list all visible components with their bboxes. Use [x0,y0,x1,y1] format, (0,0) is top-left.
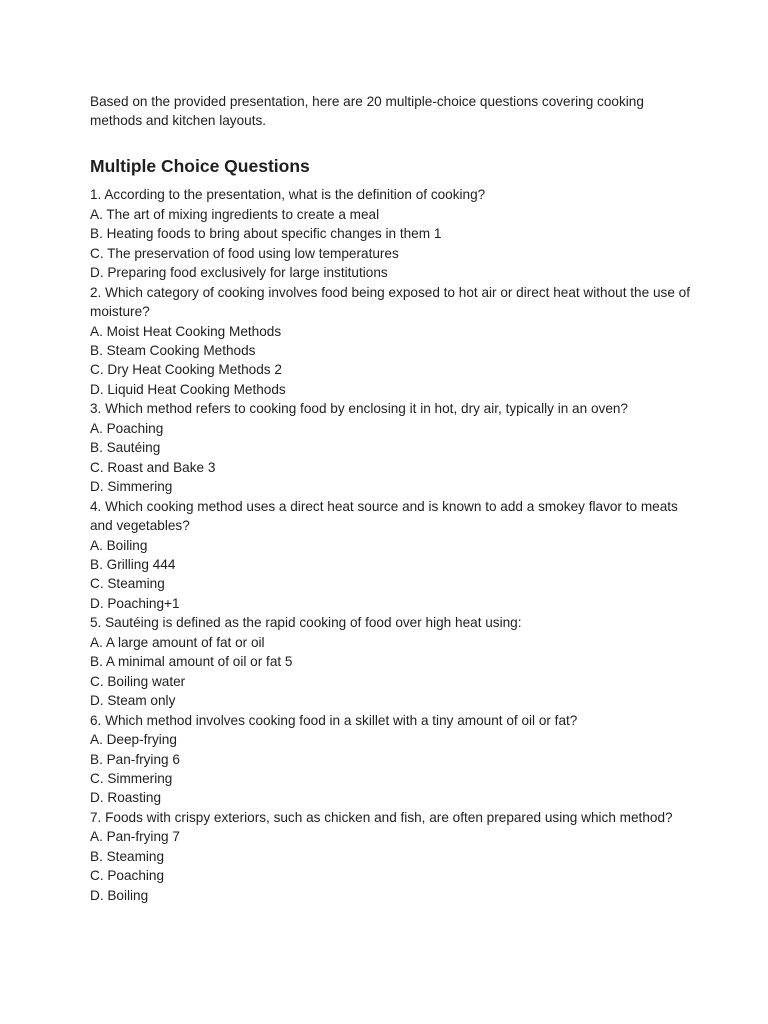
intro-paragraph: Based on the provided presentation, here are 20 multiple-choice questions covering cooking methods and kitchen layouts. [90,94,644,129]
question-text: 6. Which method involves cooking food in a skillet with a tiny amount of oil or fat? [90,712,578,728]
answer-option: C. The preservation of food using low temperatures [90,245,399,261]
answer-option: C. Roast and Bake 3 [90,459,216,475]
answer-option: C. Dry Heat Cooking Methods 2 [90,362,282,378]
question-text: 2. Which category of cooking involves food being exposed to hot air or direct heat without the use of moisture? [90,284,690,320]
answer-option: D. Simmering [90,479,173,495]
question-block [90,613,690,710]
answer-option: D. Steam only [90,693,176,709]
answer-option: C. Simmering [90,771,173,786]
answer-option: D. Roasting [90,790,162,806]
answer-option: A. Poaching [90,420,164,436]
answer-option: A. Deep-frying [90,732,177,748]
answer-option: B. Pan-frying 6 [90,751,180,767]
answer-option: C. Poaching [90,868,165,884]
question-block [90,808,690,905]
question-block [90,399,690,496]
answer-option: B. Sautéing [90,440,161,456]
answer-option: B. Steaming [90,848,165,864]
answer-option: D. Boiling [90,887,149,903]
answer-option: A. A large amount of fat or oil [90,634,265,650]
question-text: 1. According to the presentation, what is the definition of cooking? [90,187,486,203]
answer-option: A. Pan-frying 7 [90,829,180,845]
answer-option: C. Boiling water [90,673,186,689]
answer-option: D. Poaching+1 [90,595,180,611]
answer-option: B. Grilling 444 [90,557,176,573]
question-block [90,711,690,808]
answer-option: B. Steam Cooking Methods [90,343,256,359]
answer-option: C. Steaming [90,576,165,592]
question-text: 3. Which method refers to cooking food by enclosing it in hot, dry air, typically in an oven? [90,401,628,417]
question-block [90,185,690,282]
question-text: 5. Sautéing is defined as the rapid cooking of food over high heat using: [90,615,522,631]
answer-option: A. Moist Heat Cooking Methods [90,323,282,339]
answer-option: B. A minimal amount of oil or fat 5 [90,654,293,670]
answer-option: D. Preparing food exclusively for large institutions [90,265,388,281]
answer-option: A. The art of mixing ingredients to create a meal [90,206,380,222]
answer-option: B. Heating foods to bring about specific changes in them 1 [90,226,442,242]
question-block [90,283,690,400]
answer-option: D. Liquid Heat Cooking Methods [90,381,286,397]
question-list [90,185,690,905]
document-page [90,92,690,905]
question-block [90,497,690,614]
question-text: 4. Which cooking method uses a direct heat source and is known to add a smokey flavor to meats and vegetables? [90,498,678,534]
answer-option: A. Boiling [90,537,148,553]
section-heading: Multiple Choice Questions [90,156,310,177]
question-text: 7. Foods with crispy exteriors, such as chicken and fish, are often prepared using which method? [90,809,673,825]
